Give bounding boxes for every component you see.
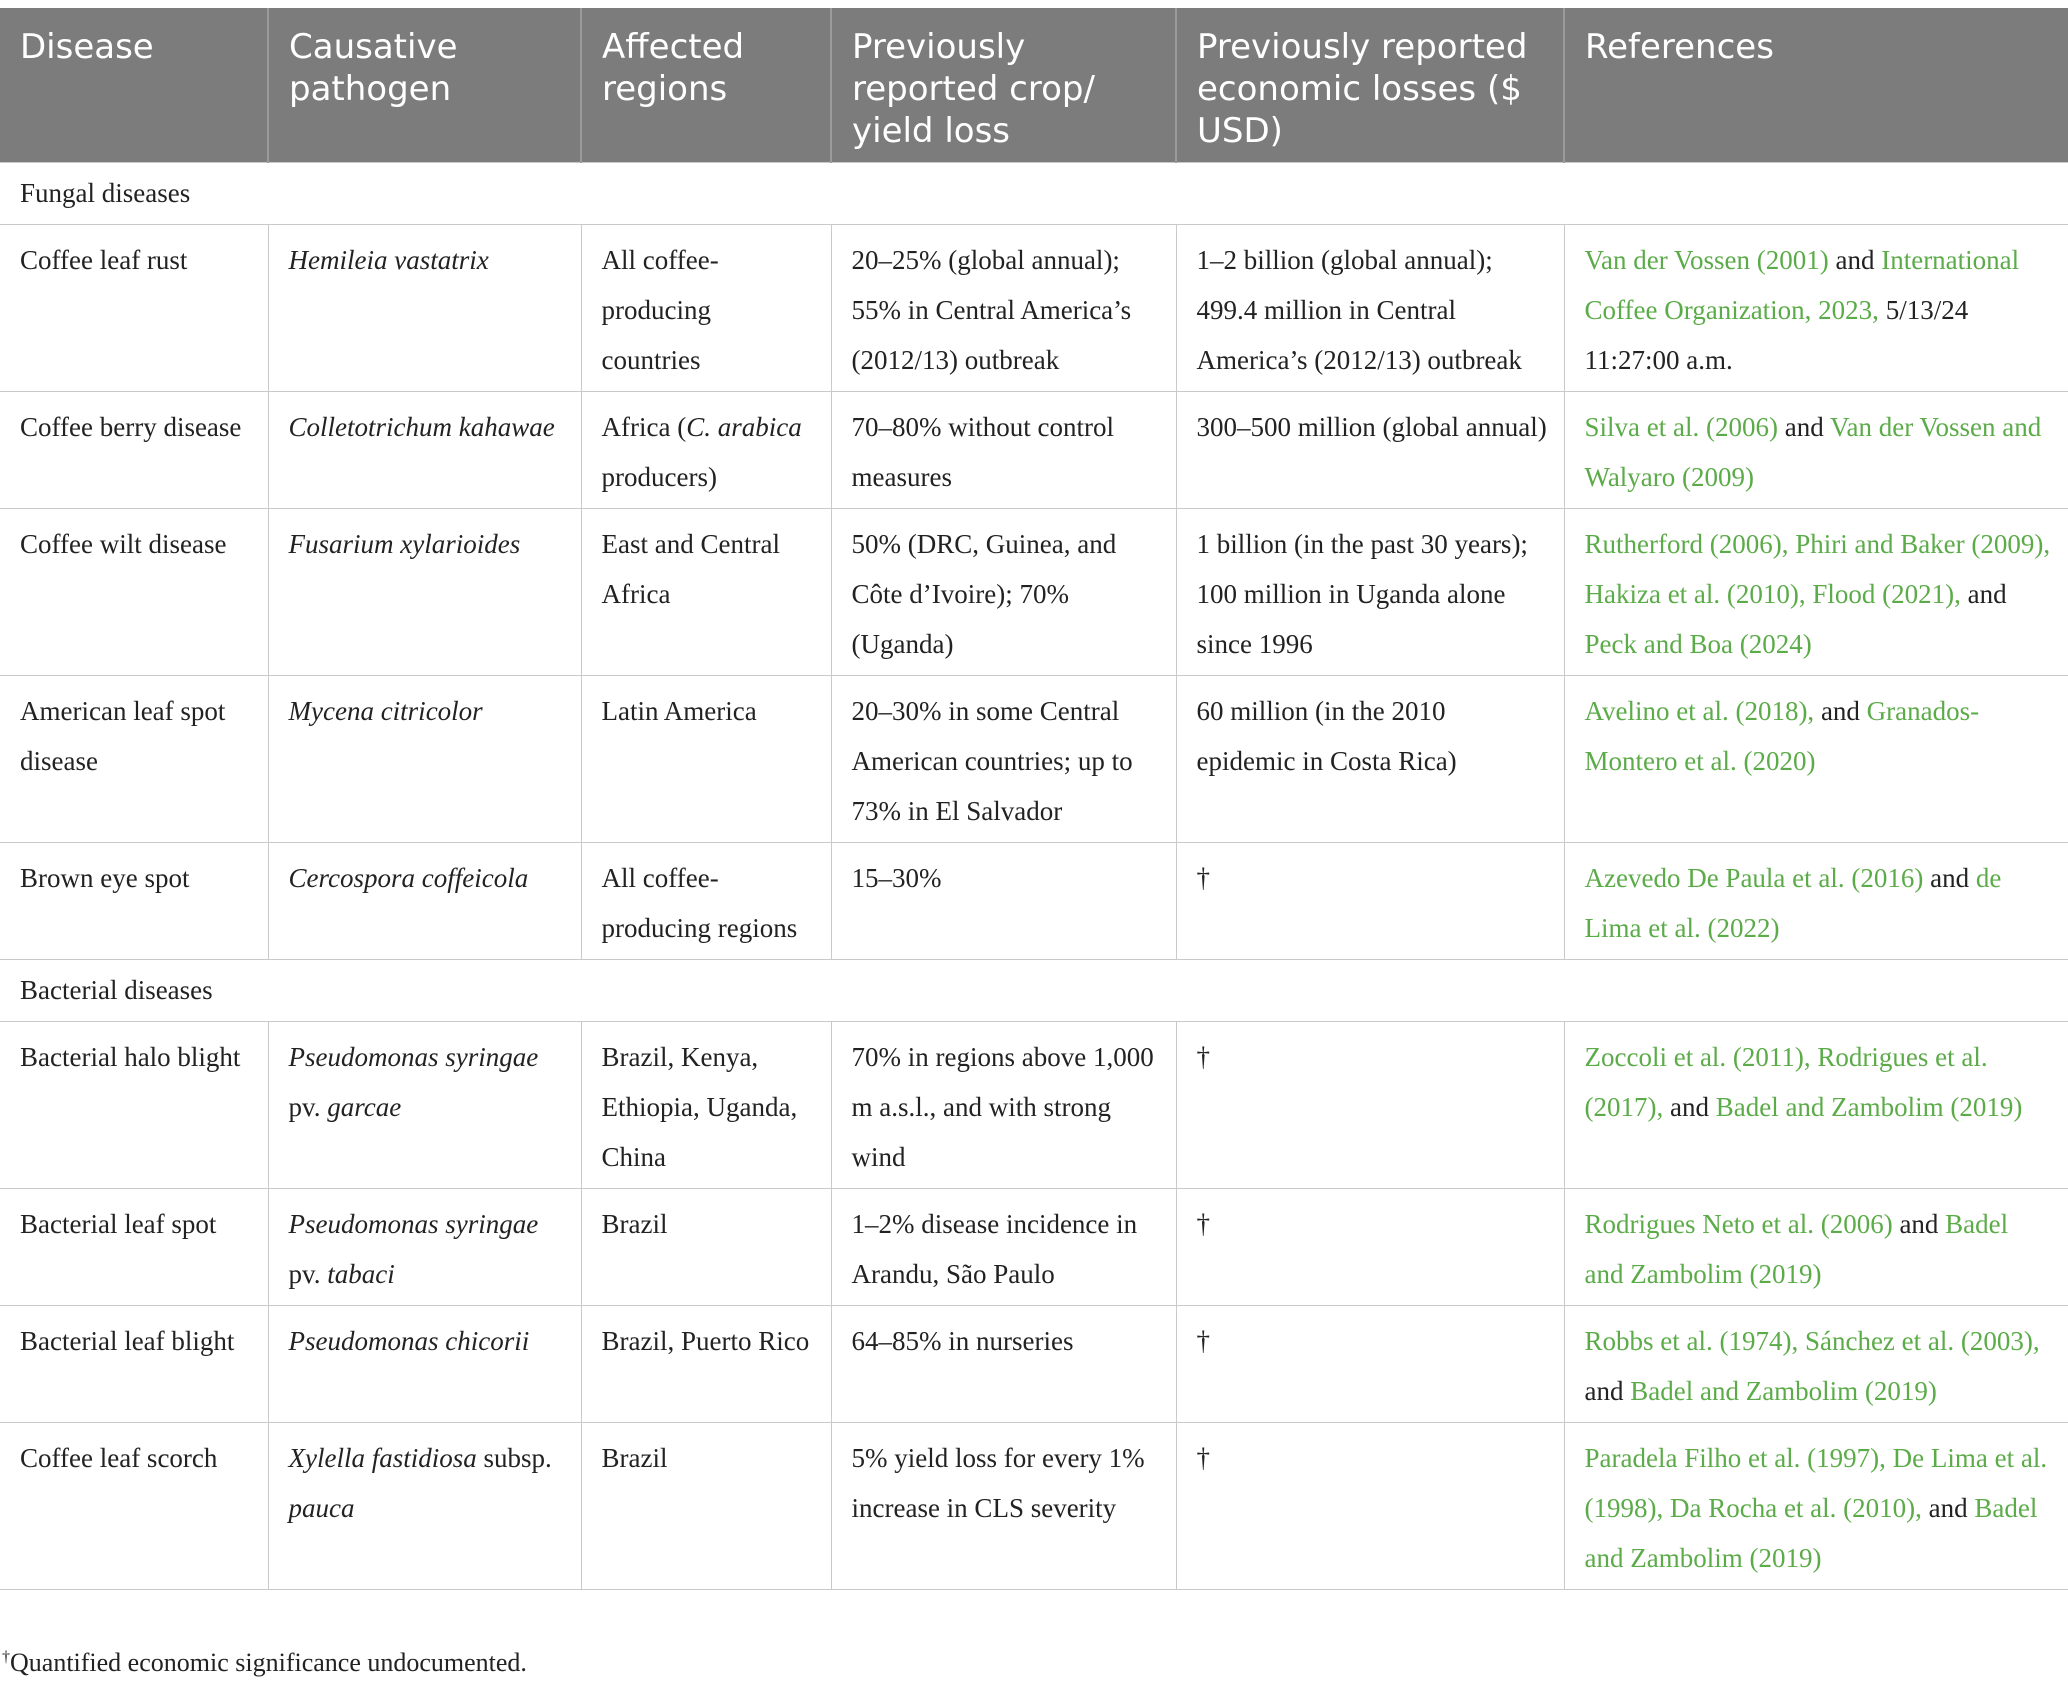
reference-link[interactable]: Badel and Zambolim (2019) — [1630, 1376, 1937, 1406]
pathogen-cell — [268, 1306, 581, 1423]
table-row — [0, 1306, 2068, 1423]
yield-loss-cell: 70% in regions above 1,000 m a.s.l., and with strong wind — [831, 1022, 1176, 1189]
yield-loss-cell: 64–85% in nurseries — [831, 1306, 1176, 1423]
pathogen-part: Mycena citricolor — [288, 696, 483, 726]
reference-link[interactable]: Badel and Zambolim (2019) — [1584, 1493, 2038, 1573]
reference-text: and — [1960, 579, 2007, 609]
reference-link[interactable]: Van der Vossen and Walyaro (2009) — [1584, 412, 2042, 492]
section-row — [0, 163, 2068, 225]
regions-cell — [581, 1022, 831, 1189]
economic-loss-cell: 300–500 million (global annual) — [1176, 392, 1564, 509]
pathogen-part: Pseudomonas syringae — [288, 1209, 539, 1239]
table-footnote — [2, 1648, 527, 1678]
table-row — [0, 509, 2068, 676]
regions-cell — [581, 1423, 831, 1590]
reference-text: and — [1923, 863, 1976, 893]
regions-cell — [581, 1189, 831, 1306]
table-row — [0, 392, 2068, 509]
header-disease: Disease — [0, 8, 268, 163]
section-row — [0, 960, 2068, 1022]
reference-link[interactable]: Granados-Montero et al. (2020) — [1584, 696, 1980, 776]
pathogen-part: Colletotrichum kahawae — [288, 412, 555, 442]
header-yield-loss: Previously reported crop/ yield loss — [831, 8, 1176, 163]
reference-text: and — [1663, 1092, 1716, 1122]
reference-text: and — [1828, 245, 1882, 275]
disease-cell: Coffee leaf rust — [0, 225, 268, 392]
regions-cell — [581, 392, 831, 509]
reference-link[interactable]: Zoccoli et al. (2011), Rodrigues et al. (2017), — [1584, 1042, 1988, 1122]
references-cell — [1564, 1189, 2068, 1306]
yield-loss-cell: 20–25% (global annual); 55% in Central America’s (2012/13) outbreak — [831, 225, 1176, 392]
economic-loss-cell: † — [1176, 1022, 1564, 1189]
header-references: References — [1564, 8, 2068, 163]
economic-loss-cell: † — [1176, 1423, 1564, 1590]
reference-link[interactable]: Badel and Zambolim (2019) — [1715, 1092, 2023, 1122]
section-title: Bacterial diseases — [0, 960, 2068, 1022]
region-part: Brazil, Kenya, Ethiopia, Uganda, China — [601, 1042, 798, 1172]
table-row — [0, 843, 2068, 960]
region-part: All coffee-producing countries — [601, 245, 719, 375]
table-row — [0, 1423, 2068, 1590]
pathogen-part: pv. — [288, 1259, 328, 1289]
disease-cell: Bacterial halo blight — [0, 1022, 268, 1189]
reference-text: and — [1921, 1493, 1975, 1523]
pathogen-cell — [268, 509, 581, 676]
disease-cell: Brown eye spot — [0, 843, 268, 960]
pathogen-cell — [268, 1423, 581, 1590]
table-row — [0, 676, 2068, 843]
reference-text: and — [1814, 696, 1867, 726]
reference-link[interactable]: Rutherford (2006), Phiri and Baker (2009), Hakiza et al. (2010), Flood (2021), — [1584, 529, 2051, 609]
header-economic-losses: Previously reported economic losses ($ USD) — [1176, 8, 1564, 163]
pathogen-cell — [268, 225, 581, 392]
references-cell — [1564, 392, 2068, 509]
pathogen-part: Cercospora coffeicola — [288, 863, 529, 893]
region-part: Africa ( — [601, 412, 687, 442]
footnote-mark: † — [2, 1648, 10, 1666]
yield-loss-cell: 1–2% disease incidence in Arandu, São Paulo — [831, 1189, 1176, 1306]
pathogen-cell — [268, 1022, 581, 1189]
reference-text: 5/13/24 11:27:00 a.m. — [1584, 295, 1969, 375]
region-part: Brazil, Puerto Rico — [601, 1326, 810, 1356]
yield-loss-cell: 20–30% in some Central American countries; up to 73% in El Salvador — [831, 676, 1176, 843]
regions-cell — [581, 1306, 831, 1423]
pathogen-part: subsp. — [476, 1443, 552, 1473]
header-regions: Affected regions — [581, 8, 831, 163]
region-part: All coffee-producing regions — [601, 863, 798, 943]
header-row — [0, 8, 2068, 163]
footnote-text: Quantified economic significance undocumented. — [10, 1648, 527, 1677]
references-cell — [1564, 225, 2068, 392]
pathogen-cell — [268, 1189, 581, 1306]
economic-loss-cell: † — [1176, 1306, 1564, 1423]
region-part: Brazil — [601, 1209, 668, 1239]
reference-link[interactable]: Paradela Filho et al. (1997), De Lima et al. (1998), Da Rocha et al. (2010), — [1584, 1443, 2048, 1523]
disease-cell: Bacterial leaf blight — [0, 1306, 268, 1423]
yield-loss-cell: 5% yield loss for every 1% increase in CLS severity — [831, 1423, 1176, 1590]
header-pathogen: Causative pathogen — [268, 8, 581, 163]
pathogen-part: pauca — [288, 1493, 355, 1523]
disease-cell: Bacterial leaf spot — [0, 1189, 268, 1306]
table-row — [0, 1022, 2068, 1189]
yield-loss-cell: 70–80% without control measures — [831, 392, 1176, 509]
pathogen-part: Pseudomonas syringae — [288, 1042, 539, 1072]
disease-cell: Coffee leaf scorch — [0, 1423, 268, 1590]
references-cell — [1564, 1022, 2068, 1189]
regions-cell — [581, 843, 831, 960]
references-cell — [1564, 843, 2068, 960]
regions-cell — [581, 509, 831, 676]
pathogen-part: garcae — [327, 1092, 402, 1122]
table-header — [0, 8, 2068, 163]
pathogen-part: Xylella fastidiosa — [288, 1443, 477, 1473]
region-part: Brazil — [601, 1443, 668, 1473]
references-cell — [1564, 676, 2068, 843]
table-row — [0, 1189, 2068, 1306]
pathogen-part: pv. — [288, 1092, 328, 1122]
pathogen-cell — [268, 676, 581, 843]
reference-text: and — [1777, 412, 1830, 442]
region-part: producers) — [601, 462, 717, 492]
reference-link[interactable]: Rodrigues Neto et al. (2006) — [1584, 1209, 1893, 1239]
reference-link[interactable]: Avelino et al. (2018), — [1584, 696, 1815, 726]
disease-cell: Coffee berry disease — [0, 392, 268, 509]
references-cell — [1564, 1423, 2068, 1590]
regions-cell — [581, 225, 831, 392]
pathogen-part: Pseudomonas chicorii — [288, 1326, 530, 1356]
reference-link[interactable]: Van der Vossen (2001) — [1584, 245, 1829, 275]
region-part: Latin America — [601, 696, 757, 726]
pathogen-part: Fusarium xylarioides — [288, 529, 521, 559]
economic-loss-cell: 1–2 billion (global annual); 499.4 million in Central America’s (2012/13) outbreak — [1176, 225, 1564, 392]
reference-link[interactable]: Robbs et al. (1974), Sánchez et al. (2003), — [1584, 1326, 2040, 1356]
regions-cell — [581, 676, 831, 843]
section-title: Fungal diseases — [0, 163, 2068, 225]
references-cell — [1564, 509, 2068, 676]
reference-text: and — [1584, 1376, 1631, 1406]
pathogen-cell — [268, 843, 581, 960]
economic-loss-cell: † — [1176, 843, 1564, 960]
region-part: East and Central Africa — [601, 529, 780, 609]
reference-link[interactable]: Badel and Zambolim (2019) — [1584, 1209, 2009, 1289]
economic-loss-cell: 60 million (in the 2010 epidemic in Costa Rica) — [1176, 676, 1564, 843]
disease-cell: American leaf spot disease — [0, 676, 268, 843]
yield-loss-cell: 15–30% — [831, 843, 1176, 960]
yield-loss-cell: 50% (DRC, Guinea, and Côte d’Ivoire); 70% (Uganda) — [831, 509, 1176, 676]
economic-loss-cell: 1 billion (in the past 30 years); 100 million in Uganda alone since 1996 — [1176, 509, 1564, 676]
disease-cell: Coffee wilt disease — [0, 509, 268, 676]
table-row — [0, 225, 2068, 392]
references-cell — [1564, 1306, 2068, 1423]
pathogen-cell — [268, 392, 581, 509]
reference-link[interactable]: Silva et al. (2006) — [1584, 412, 1778, 442]
coffee-disease-table — [0, 8, 2068, 1590]
pathogen-part: Hemileia vastatrix — [288, 245, 489, 275]
region-part: C. arabica — [686, 412, 802, 442]
pathogen-part: tabaci — [327, 1259, 395, 1289]
reference-text: and — [1892, 1209, 1946, 1239]
reference-link[interactable]: de Lima et al. (2022) — [1584, 863, 2002, 943]
reference-link[interactable]: Azevedo De Paula et al. (2016) — [1584, 863, 1924, 893]
reference-link[interactable]: Peck and Boa (2024) — [1584, 629, 1812, 659]
economic-loss-cell: † — [1176, 1189, 1564, 1306]
reference-link[interactable]: International Coffee Organization, 2023, — [1584, 245, 2020, 325]
table-body — [0, 163, 2068, 1590]
